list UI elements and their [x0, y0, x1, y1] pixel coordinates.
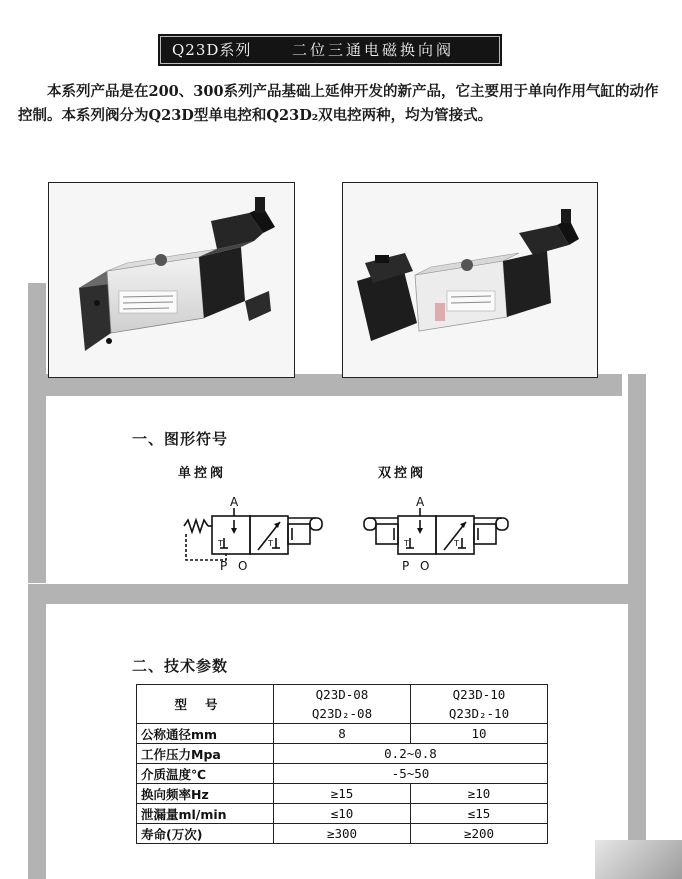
frame-right-lower — [628, 604, 646, 879]
cell: 8 — [274, 724, 411, 744]
table-row — [137, 685, 548, 705]
table-row — [137, 744, 548, 764]
frame-left-upper — [28, 283, 46, 583]
row-label: 泄漏量ml/min — [137, 804, 274, 824]
intro-paragraph: 本系列产品是在200、300系列产品基础上延伸开发的新产品，它主要用于单向作用气缸的动作控制。本系列阀分为Q23D型单电控和Q23D₂双电控两种，均为管接式。 — [18, 83, 659, 124]
spec-table — [136, 684, 548, 844]
section-symbols-heading: 一、图形符号 — [132, 430, 229, 448]
row-label: 寿命(万次) — [137, 824, 274, 844]
single-port-p: P — [220, 559, 228, 573]
single-t1: T — [218, 539, 223, 548]
cell: ≤10 — [274, 804, 411, 824]
double-solenoid-symbol — [356, 494, 532, 574]
double-valve-label: 双控阀 — [378, 466, 427, 481]
cell: ≥15 — [274, 784, 411, 804]
row-label: 公称通径mm — [137, 724, 274, 744]
cell: ≤15 — [411, 804, 548, 824]
single-port-a: A — [230, 495, 239, 509]
symbols-panel — [46, 396, 628, 584]
model-col-2-line1: Q23D-10 — [411, 685, 548, 705]
double-port-a: A — [416, 495, 425, 509]
row-label: 介质温度℃ — [137, 764, 274, 784]
product-name: 二位三通电磁换向阀 — [292, 41, 455, 59]
title-bar — [158, 34, 502, 66]
series-title: Q23D系列 — [172, 41, 252, 59]
frame-left-lower — [28, 584, 46, 879]
cell: 10 — [411, 724, 548, 744]
table-row — [137, 784, 548, 804]
corner-shade — [595, 840, 682, 879]
model-col-1-line2: Q23D₂-08 — [274, 704, 411, 724]
section-specs-heading: 二、技术参数 — [132, 657, 229, 675]
double-port-p: P — [402, 559, 410, 573]
model-col-2-line2: Q23D₂-10 — [411, 704, 548, 724]
model-col-1-line1: Q23D-08 — [274, 685, 411, 705]
cell: ≥10 — [411, 784, 548, 804]
table-row — [137, 764, 548, 784]
cell: ≥200 — [411, 824, 548, 844]
single-t2: T — [268, 539, 273, 548]
row-label: 换向频率Hz — [137, 784, 274, 804]
row-label: 工作压力Mpa — [137, 744, 274, 764]
cell: ≥300 — [274, 824, 411, 844]
single-solenoid-symbol — [176, 494, 336, 574]
single-valve-label: 单控阀 — [178, 466, 227, 481]
double-t2: T — [454, 539, 459, 548]
double-port-o: O — [420, 559, 430, 573]
table-row — [137, 804, 548, 824]
table-row — [137, 824, 548, 844]
frame-band-lower — [28, 584, 646, 604]
frame-right-middle — [628, 374, 646, 584]
table-row — [137, 724, 548, 744]
model-label: 型号 — [137, 685, 274, 724]
cell-merged: -5~50 — [274, 764, 548, 784]
single-port-o: O — [238, 559, 248, 573]
cell-merged: 0.2~0.8 — [274, 744, 548, 764]
photo-double-solenoid-valve — [342, 182, 598, 378]
photo-single-solenoid-valve — [48, 182, 295, 378]
double-t1: T — [404, 539, 409, 548]
